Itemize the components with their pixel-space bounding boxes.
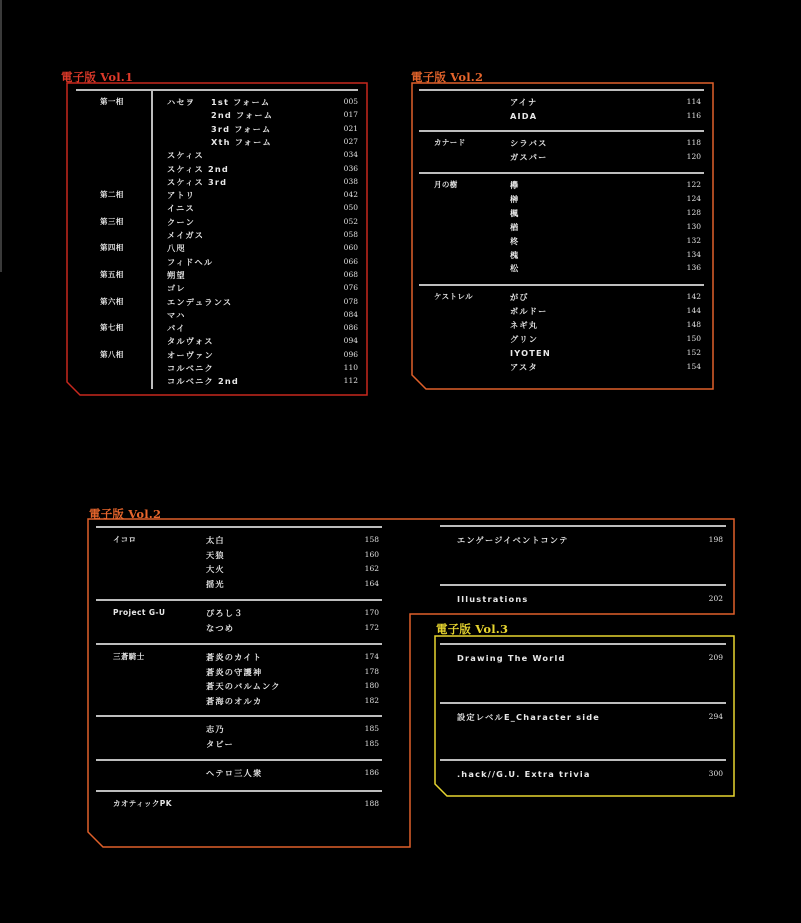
vol2a-group-label: ケストレル bbox=[434, 292, 474, 301]
vol1-entry-name[interactable]: コルベニク 2nd bbox=[167, 376, 239, 387]
vol2b-extra-page: 202 bbox=[708, 594, 723, 603]
vol1-entry-page: 110 bbox=[343, 363, 358, 372]
vol1-entry-page: 068 bbox=[343, 269, 358, 279]
vol2b-extra-name[interactable]: Illustrations bbox=[457, 594, 529, 604]
vol2a-entry-page: 124 bbox=[686, 193, 701, 203]
vol2b-section-rule bbox=[96, 526, 382, 528]
vol1-group-label: 第七相 bbox=[100, 323, 124, 333]
vol1-entry-name[interactable]: ゴレ bbox=[167, 283, 186, 294]
vol1-entry-name[interactable]: クーン bbox=[167, 216, 195, 227]
vol1-entry-page: 066 bbox=[343, 256, 358, 266]
vol1-entry-name[interactable]: マハ bbox=[167, 309, 186, 320]
vol2a-entry-name[interactable]: ガスパー bbox=[510, 151, 548, 162]
vol2b-entry-name[interactable]: 太白 bbox=[206, 535, 225, 545]
vol1-entry-page: 094 bbox=[343, 336, 358, 346]
vol2a-entry-name[interactable]: AIDA bbox=[510, 110, 538, 121]
vol2a-entry-name[interactable]: グリン bbox=[510, 333, 539, 344]
vol3-entry-name[interactable]: Drawing The World bbox=[457, 653, 566, 663]
vol1-entry-name[interactable]: スケィス 2nd bbox=[167, 163, 229, 174]
vol2a-entry-page: 142 bbox=[686, 292, 701, 301]
vol1-entry-name[interactable]: パイ bbox=[167, 323, 186, 334]
vol2b-group-label: イコロ bbox=[113, 535, 137, 544]
vol1-entry-name[interactable]: ハセヲ bbox=[167, 97, 196, 107]
vol2b-entry-page: 170 bbox=[364, 608, 379, 617]
vol1-entry-name[interactable]: 八咫 bbox=[167, 243, 186, 254]
vol1-entry-page: 042 bbox=[343, 190, 358, 200]
vol2a-entry-page: 128 bbox=[686, 207, 701, 217]
vol1-entry-name[interactable]: アトリ bbox=[167, 190, 196, 201]
vol2a-section-rule bbox=[419, 130, 704, 132]
vol1-entry-page: 096 bbox=[343, 349, 358, 359]
vol2a-section-rule bbox=[419, 172, 704, 174]
vol1-entry-name[interactable]: スケィス bbox=[167, 150, 204, 161]
vol1-entry-page: 017 bbox=[343, 110, 358, 120]
vol2b-entry-name[interactable]: ぴろし３ bbox=[206, 608, 244, 618]
vol2b-entry-name[interactable]: タビー bbox=[206, 738, 234, 749]
vol1-entry-page: 060 bbox=[343, 243, 358, 253]
vol2a-entry-name[interactable]: IYOTEN bbox=[510, 347, 551, 358]
vol2a-entry-page: 134 bbox=[686, 249, 701, 259]
vol1-entry-page: 084 bbox=[343, 309, 358, 319]
vol1-entry-name[interactable]: メイガス bbox=[167, 230, 205, 240]
vol3-title: 電子版 Vol.3 bbox=[436, 622, 509, 636]
vol1-entry-page: 078 bbox=[343, 296, 358, 306]
vol2b-entry-page: 186 bbox=[364, 768, 379, 777]
vol1-title: 電子版 Vol.1 bbox=[61, 70, 134, 84]
vol1-entry-page: 005 bbox=[343, 97, 358, 106]
vol2a-entry-page: 116 bbox=[686, 110, 701, 120]
vol2b-entry-page: 172 bbox=[364, 622, 379, 632]
vol2b-extra-rule bbox=[440, 584, 726, 586]
vol2a-entry-name[interactable]: 柊 bbox=[510, 235, 520, 246]
vol2b-entry-page: 160 bbox=[364, 549, 379, 559]
vol2a-entry-page: 154 bbox=[686, 361, 701, 371]
vol2a-entry-name[interactable]: 楢 bbox=[510, 221, 520, 232]
vol2b-frame bbox=[88, 519, 734, 847]
vol2b-entry-name[interactable]: 揺光 bbox=[206, 578, 225, 589]
vol1-group-label: 第二相 bbox=[100, 190, 124, 200]
vol3-entry-page: 294 bbox=[708, 712, 723, 721]
vol2a-entry-name[interactable]: ネギ丸 bbox=[510, 319, 539, 330]
vol3-entry-name[interactable]: .hack//G.U. Extra trivia bbox=[457, 769, 591, 779]
vol2a-entry-name[interactable]: 欅 bbox=[510, 180, 520, 190]
vol2b-group-label: カオティックPK bbox=[113, 799, 172, 808]
vol2a-entry-name[interactable]: ボルドー bbox=[510, 305, 548, 316]
vol2a-entry-name[interactable]: 楓 bbox=[510, 207, 520, 218]
vol2b-entry-name[interactable]: 大火 bbox=[206, 564, 225, 574]
vol2b-section-rule bbox=[96, 715, 382, 717]
vol2b-title: 電子版 Vol.2 bbox=[89, 507, 162, 521]
vol1-entry-page: 076 bbox=[343, 283, 358, 293]
vol1-top-rule bbox=[76, 89, 358, 91]
vol1-entry-page: 052 bbox=[343, 216, 358, 226]
vol2b-entry-page: 180 bbox=[364, 681, 379, 690]
vol2a-entry-page: 136 bbox=[686, 263, 701, 273]
vol2b-entry-page: 182 bbox=[364, 695, 379, 705]
vol2b-entry-page: 178 bbox=[364, 666, 379, 676]
vol2a-entry-name[interactable]: シラバス bbox=[510, 138, 548, 148]
vol2a-entry-page: 144 bbox=[686, 305, 701, 315]
vol2a-entry-page: 148 bbox=[686, 319, 701, 329]
vol3-entry-name[interactable]: 設定レベルE_Character side bbox=[457, 712, 601, 722]
vol2b-section-rule bbox=[96, 759, 382, 761]
vol1-entry-page: 034 bbox=[343, 150, 358, 160]
vol2a-entry-page: 130 bbox=[686, 221, 701, 231]
vol2a-entry-page: 122 bbox=[686, 180, 701, 189]
vol1-entry-page: 038 bbox=[343, 176, 358, 186]
vol1-entry-name[interactable]: エンデュランス bbox=[167, 296, 233, 307]
vol1-divider bbox=[151, 89, 153, 389]
vol1-entry-name[interactable]: 朔望 bbox=[167, 269, 186, 280]
vol1-entry-form[interactable]: Xth フォーム bbox=[211, 136, 272, 147]
vol2b-entry-name[interactable]: 蒼天のバルムンク bbox=[206, 681, 281, 691]
vol2a-entry-name[interactable]: がび bbox=[510, 292, 529, 302]
vol1-entry-page: 027 bbox=[343, 136, 358, 146]
vol2b-entry-page: 185 bbox=[364, 738, 379, 748]
vol2a-entry-name[interactable]: 榊 bbox=[510, 193, 520, 204]
vol1-entry-form[interactable]: 2nd フォーム bbox=[211, 110, 274, 121]
vol1-entry-form[interactable]: 3rd フォーム bbox=[211, 123, 272, 134]
vol3-section-rule bbox=[440, 759, 726, 761]
vol1-group-label: 第八相 bbox=[100, 349, 124, 359]
vol3-section-rule bbox=[440, 702, 726, 704]
vol2b-entry-page: 174 bbox=[364, 652, 379, 661]
vol2b-group-label: Project G-U bbox=[113, 608, 166, 617]
vol1-entry-form[interactable]: 1st フォーム bbox=[211, 97, 271, 107]
vol2a-entry-page: 114 bbox=[686, 97, 701, 106]
vol1-entry-page: 058 bbox=[343, 230, 358, 239]
vol1-entry-page: 086 bbox=[343, 323, 358, 333]
vol2b-entry-page: 158 bbox=[364, 535, 379, 544]
vol1-group-label: 第一相 bbox=[100, 97, 124, 106]
vol2a-entry-name[interactable]: アスタ bbox=[510, 361, 538, 372]
vol2b-group-label: 三蒼騎士 bbox=[113, 652, 145, 661]
vol1-entry-page: 021 bbox=[343, 123, 358, 133]
vol2a-entry-page: 150 bbox=[686, 333, 701, 343]
vol3-entry-page: 209 bbox=[708, 653, 723, 662]
vol2b-section-rule bbox=[96, 790, 382, 792]
vol2a-group-label: 月の樹 bbox=[434, 180, 458, 189]
vol1-entry-name[interactable]: オーヴァン bbox=[167, 349, 214, 360]
vol1-entry-name[interactable]: イニス bbox=[167, 203, 195, 214]
vol1-entry-page: 050 bbox=[343, 203, 358, 213]
vol1-entry-page: 036 bbox=[343, 163, 358, 173]
vol2a-group-label: カナード bbox=[434, 138, 466, 147]
vol1-group-label: 第四相 bbox=[100, 243, 124, 253]
vol2b-entry-name[interactable]: 蒼海のオルカ bbox=[206, 695, 263, 706]
vol1-entry-name[interactable]: フィドヘル bbox=[167, 256, 214, 267]
vol1-entry-name[interactable]: タルヴォス bbox=[167, 336, 214, 347]
vol2a-entry-page: 118 bbox=[686, 138, 701, 147]
vol2b-entry-page: 162 bbox=[364, 564, 379, 573]
vol1-group-label: 第六相 bbox=[100, 296, 124, 306]
vol3-entry-page: 300 bbox=[708, 769, 723, 778]
vol2a-entry-name[interactable]: アイナ bbox=[510, 97, 538, 107]
vol2a-entry-page: 120 bbox=[686, 151, 701, 161]
vol2b-section-rule bbox=[96, 643, 382, 645]
vol2b-entry-name[interactable]: ヘテロ三人衆 bbox=[206, 768, 263, 778]
vol1-entry-name[interactable]: コルベニク bbox=[167, 363, 214, 373]
vol2b-entry-name[interactable]: 蒼炎のカイト bbox=[206, 652, 263, 662]
vol2a-section-rule bbox=[419, 284, 704, 286]
vol2b-extra-rule bbox=[440, 525, 726, 527]
vol2a-entry-name[interactable]: 松 bbox=[510, 263, 520, 274]
vol2b-extra-name[interactable]: エンゲージイベントコンテ bbox=[457, 535, 569, 545]
vol2a-title: 電子版 Vol.2 bbox=[411, 70, 484, 84]
vol2b-section-rule bbox=[96, 599, 382, 601]
vol2b-entry-name[interactable]: 天狼 bbox=[206, 549, 225, 560]
vol2a-section-rule bbox=[419, 89, 704, 91]
vol1-entry-name[interactable]: スケィス 3rd bbox=[167, 176, 228, 187]
vol2a-entry-name[interactable]: 槐 bbox=[510, 249, 520, 260]
vol2a-entry-page: 152 bbox=[686, 347, 701, 357]
vol2b-entry-name[interactable]: なつめ bbox=[206, 622, 235, 633]
vol1-group-label: 第五相 bbox=[100, 269, 124, 279]
vol2b-entry-page: 164 bbox=[364, 578, 379, 588]
vol2b-entry-name[interactable]: 蒼炎の守護神 bbox=[206, 666, 263, 677]
vol2a-entry-page: 132 bbox=[686, 235, 701, 245]
vol2b-entry-page: 185 bbox=[364, 724, 379, 733]
vol2b-entry-name[interactable]: 志乃 bbox=[206, 724, 225, 734]
vol2b-extra-page: 198 bbox=[708, 535, 723, 544]
vol1-group-label: 第三相 bbox=[100, 216, 124, 226]
vol2b-entry-page: 188 bbox=[364, 799, 379, 808]
vol2a-frame bbox=[412, 83, 713, 389]
vol1-entry-page: 112 bbox=[343, 376, 358, 386]
vol3-section-rule bbox=[440, 643, 726, 645]
